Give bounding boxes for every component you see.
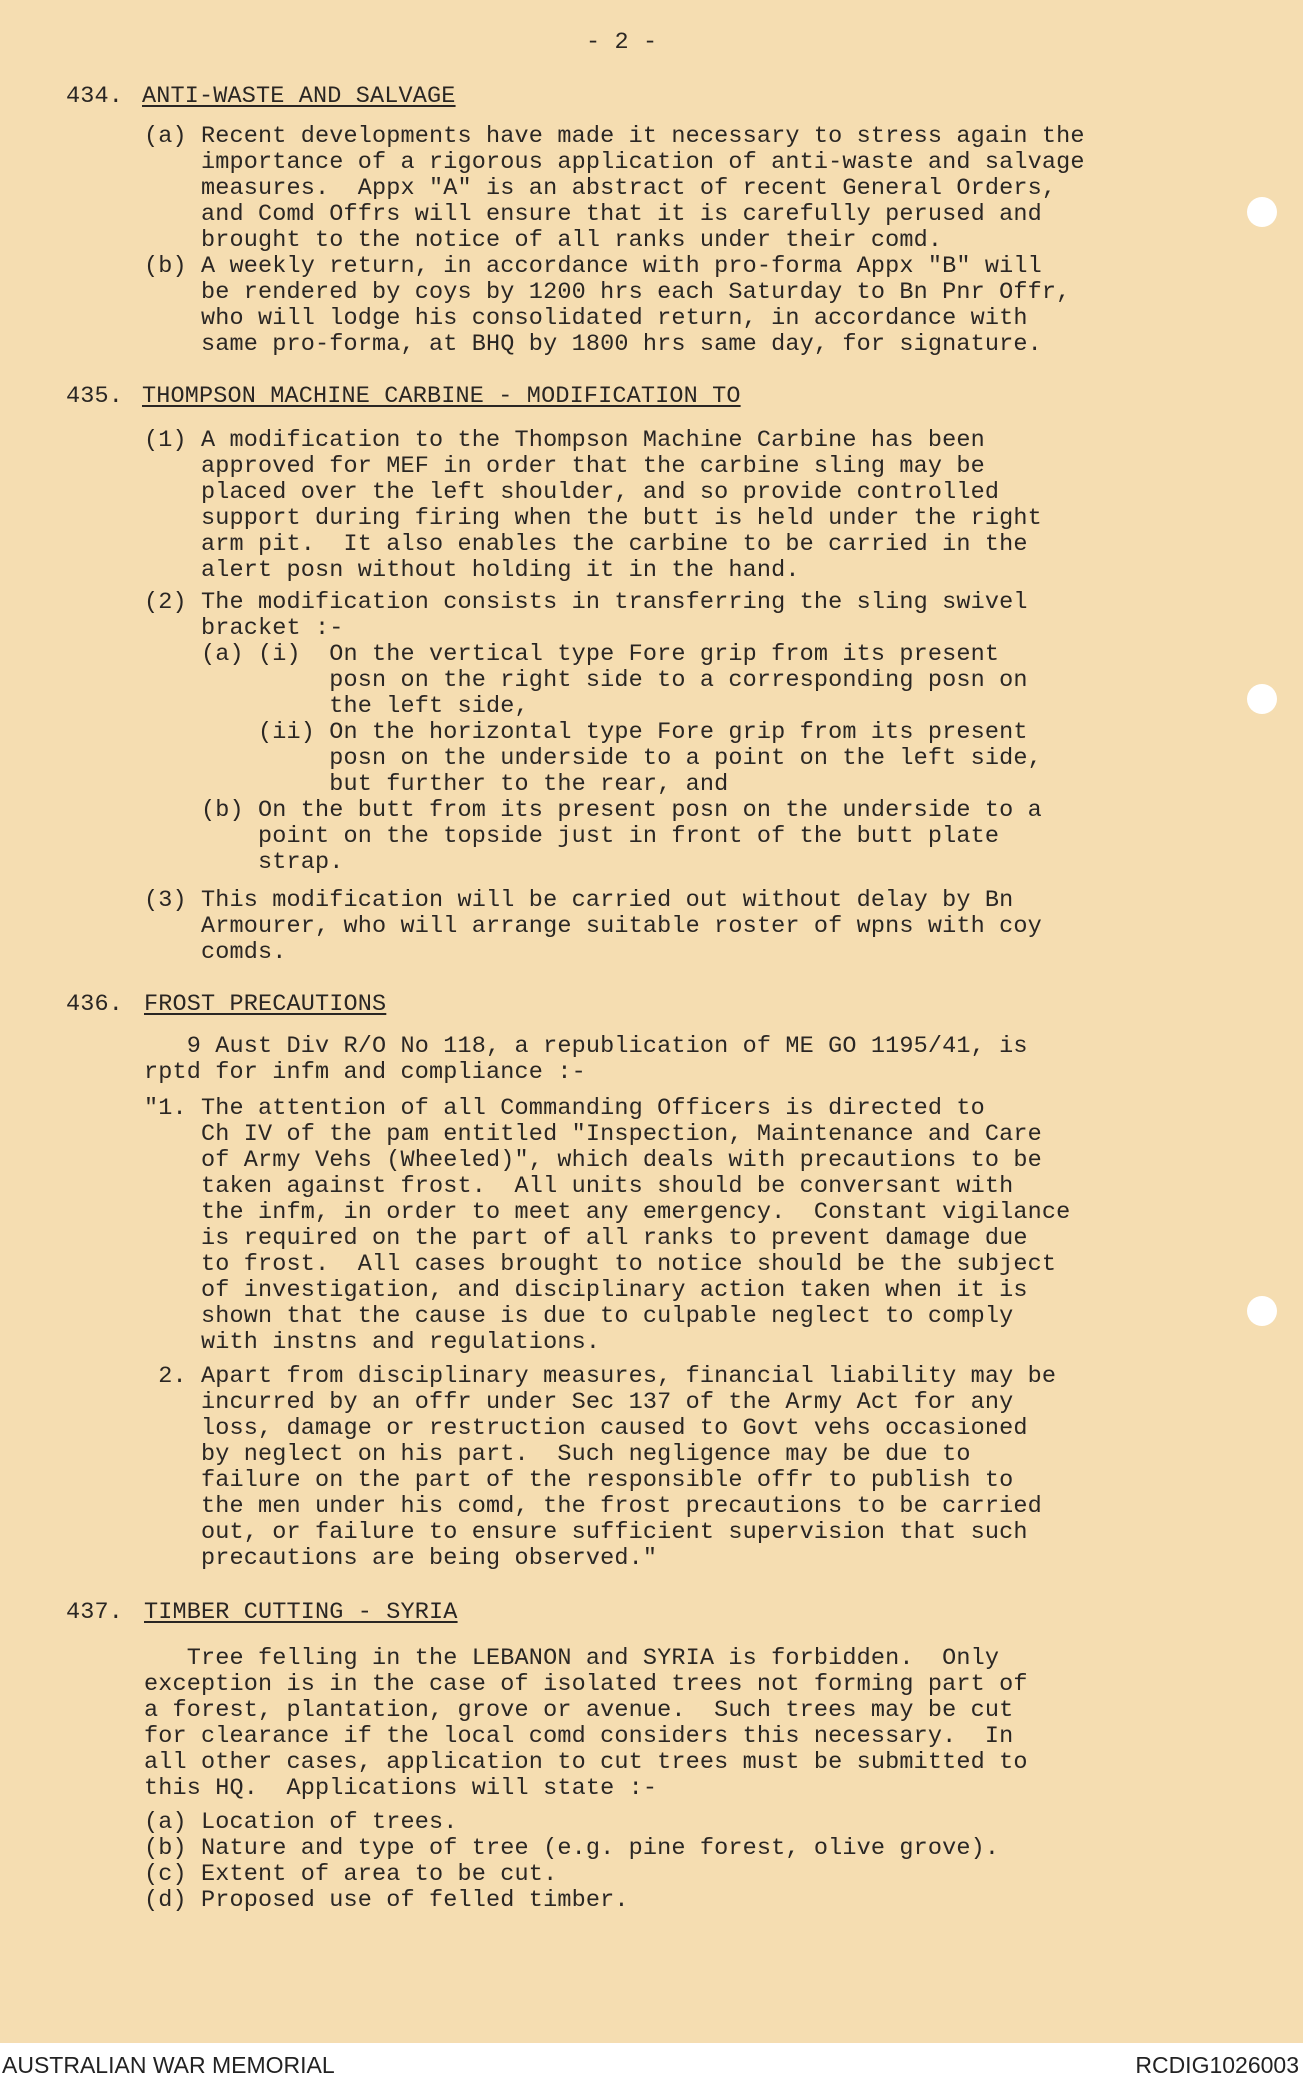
section-434-heading: ANTI-WASTE AND SALVAGE: [142, 83, 456, 110]
footer-source: AUSTRALIAN WAR MEMORIAL: [2, 2052, 335, 2078]
list-item: (a) Location of trees.: [144, 1809, 458, 1836]
text-line: shown that the cause is due to culpable neglect to comply: [144, 1303, 1014, 1330]
section-436-number: 436.: [66, 991, 124, 1018]
text-line: a forest, plantation, grove or avenue. Such trees may be cut: [144, 1697, 1014, 1724]
text-line: rptd for infm and compliance :-: [144, 1059, 586, 1086]
text-line: arm pit. It also enables the carbine to be carried in the: [144, 531, 1028, 558]
text-line: but further to the rear, and: [144, 771, 729, 798]
text-line: failure on the part of the responsible offr to publish to: [144, 1467, 1014, 1494]
text-line: by neglect on his part. Such negligence may be due to: [144, 1441, 971, 1468]
text-line: bracket :-: [144, 615, 344, 642]
text-line: measures. Appx "A" is an abstract of recent General Orders,: [144, 175, 1057, 202]
list-item: (c) Extent of area to be cut.: [144, 1861, 558, 1888]
text-line: 9 Aust Div R/O No 118, a republication of ME GO 1195/41, is: [144, 1033, 1028, 1060]
section-435-number: 435.: [66, 383, 124, 410]
text-line: point on the topside just in front of the butt plate: [144, 823, 1000, 850]
text-line: posn on the right side to a corresponding posn on: [144, 667, 1028, 694]
page-number: - 2 -: [586, 29, 658, 56]
text-line: same pro-forma, at BHQ by 1800 hrs same day, for signature.: [144, 331, 1042, 358]
section-436-heading: FROST PRECAUTIONS: [144, 991, 387, 1018]
text-line: (2) The modification consists in transferring the sling swivel: [144, 589, 1028, 616]
text-line: for clearance if the local comd considers this necessary. In: [144, 1723, 1014, 1750]
text-line: alert posn without holding it in the hand.: [144, 557, 800, 584]
text-line: out, or failure to ensure sufficient supervision that such: [144, 1519, 1028, 1546]
text-line: to frost. All cases brought to notice should be the subject: [144, 1251, 1057, 1278]
text-line: importance of a rigorous application of anti-waste and salvage: [144, 149, 1085, 176]
text-line: be rendered by coys by 1200 hrs each Saturday to Bn Pnr Offr,: [144, 279, 1071, 306]
section-434-number: 434.: [66, 83, 124, 110]
section-435-heading: THOMPSON MACHINE CARBINE - MODIFICATION TO: [142, 383, 741, 410]
archive-footer: [0, 2043, 1303, 2082]
footer-reference-id: RCDIG1026003: [1135, 2052, 1299, 2078]
text-line: approved for MEF in order that the carbine sling may be: [144, 453, 985, 480]
text-line: (3) This modification will be carried out without delay by Bn: [144, 887, 1014, 914]
text-line: brought to the notice of all ranks under their comd.: [144, 227, 943, 254]
text-line: support during firing when the butt is held under the right: [144, 505, 1042, 532]
text-line: (a) Recent developments have made it necessary to stress again the: [144, 123, 1085, 150]
text-line: with instns and regulations.: [144, 1329, 601, 1356]
text-line: the left side,: [144, 693, 529, 720]
text-line: 2. Apart from disciplinary measures, financial liability may be: [144, 1363, 1057, 1390]
text-line: Armourer, who will arrange suitable roster of wpns with coy: [144, 913, 1042, 940]
text-line: precautions are being observed.": [144, 1545, 658, 1572]
text-line: incurred by an offr under Sec 137 of the Army Act for any: [144, 1389, 1014, 1416]
text-line: and Comd Offrs will ensure that it is carefully perused and: [144, 201, 1042, 228]
text-line: posn on the underside to a point on the left side,: [144, 745, 1042, 772]
text-line: (1) A modification to the Thompson Machine Carbine has been: [144, 427, 985, 454]
text-line: "1. The attention of all Commanding Officers is directed to: [144, 1095, 985, 1122]
text-line: loss, damage or restruction caused to Govt vehs occasioned: [144, 1415, 1028, 1442]
text-line: comds.: [144, 939, 287, 966]
text-line: of investigation, and disciplinary action taken when it is: [144, 1277, 1028, 1304]
text-line: all other cases, application to cut trees must be submitted to: [144, 1749, 1028, 1776]
text-line: (b) A weekly return, in accordance with pro-forma Appx "B" will: [144, 253, 1042, 280]
text-line: placed over the left shoulder, and so provide controlled: [144, 479, 1000, 506]
list-item: (b) Nature and type of tree (e.g. pine forest, olive grove).: [144, 1835, 1000, 1862]
text-line: (b) On the butt from its present posn on the underside to a: [144, 797, 1042, 824]
section-437-heading: TIMBER CUTTING - SYRIA: [144, 1599, 458, 1626]
text-line: of Army Vehs (Wheeled)", which deals with precautions to be: [144, 1147, 1042, 1174]
punch-hole: [1247, 197, 1277, 227]
list-item: (d) Proposed use of felled timber.: [144, 1887, 629, 1914]
text-line: this HQ. Applications will state :-: [144, 1775, 658, 1802]
text-line: (a) (i) On the vertical type Fore grip from its present: [144, 641, 1000, 668]
text-line: exception is in the case of isolated trees not forming part of: [144, 1671, 1028, 1698]
text-line: is required on the part of all ranks to prevent damage due: [144, 1225, 1028, 1252]
punch-hole: [1247, 684, 1277, 714]
text-line: Tree felling in the LEBANON and SYRIA is forbidden. Only: [144, 1645, 1000, 1672]
punch-hole: [1247, 1296, 1277, 1326]
text-line: the infm, in order to meet any emergency. Constant vigilance: [144, 1199, 1071, 1226]
text-line: Ch IV of the pam entitled "Inspection, Maintenance and Care: [144, 1121, 1042, 1148]
text-line: the men under his comd, the frost precautions to be carried: [144, 1493, 1042, 1520]
text-line: who will lodge his consolidated return, in accordance with: [144, 305, 1028, 332]
section-437-number: 437.: [66, 1599, 124, 1626]
text-line: (ii) On the horizontal type Fore grip from its present: [144, 719, 1028, 746]
text-line: taken against frost. All units should be conversant with: [144, 1173, 1014, 1200]
text-line: strap.: [144, 849, 344, 876]
